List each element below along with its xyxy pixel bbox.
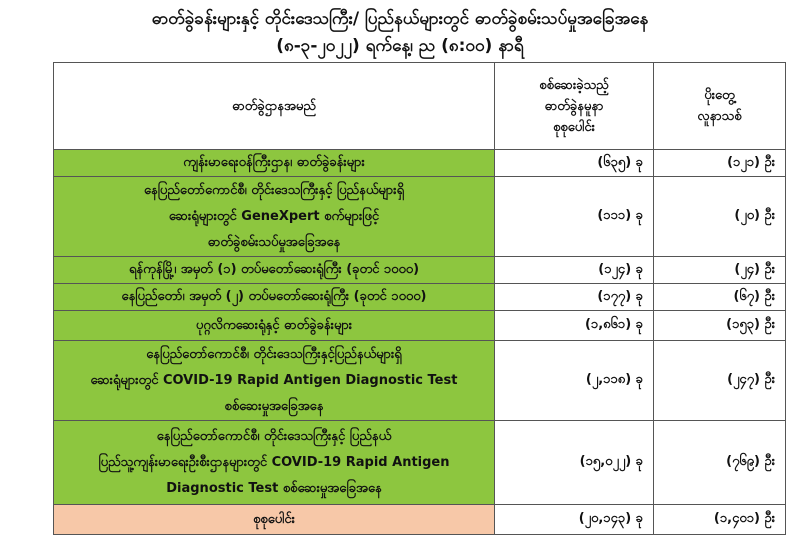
lab-name-line: ဆေးရုံများတွင် GeneXpert စက်များဖြင့် xyxy=(168,208,380,224)
lab-name-cell xyxy=(54,177,495,257)
tests-cell: (၁၁၁) ခု xyxy=(495,177,654,257)
lab-name-line: နေပြည်တော်ကောင်စီ၊ တိုင်းဒေသကြီးနှင့် ပြည်နယ် xyxy=(156,428,392,444)
lab-name-line: ရန်ကုန်မြို့၊ အမှတ် (၁) တပ်မတော်ဆေးရုံကြီး (ခုတင် ၁၀၀၀) xyxy=(128,262,420,277)
header-total-samples-line: စုစုပေါင်း xyxy=(553,119,595,135)
header-total-samples xyxy=(495,63,654,150)
lab-name-line: စစ်ဆေးမှုအခြေအနေ xyxy=(224,398,324,414)
header-total-samples-line: စစ်ဆေးခဲ့သည့် xyxy=(539,77,609,93)
positive-cell: (၇၆၉) ဦး xyxy=(654,421,786,505)
lab-name-line: ပြည်သူ့ကျန်းမာရေးဦးစီးဌာနများတွင် COVID-19 Rapid Antigen xyxy=(98,454,450,470)
lab-name-cell xyxy=(54,341,495,421)
table-row xyxy=(54,341,786,421)
positive-cell: (၆၇) ဦး xyxy=(654,284,786,311)
lab-testing-table xyxy=(53,62,786,535)
lab-name-line: နေပြည်တော်ကောင်စီ၊ တိုင်းဒေသကြီးနှင့် ပြည်နယ်များရှိ xyxy=(143,182,405,198)
positive-cell: (၁၂၁) ဦး xyxy=(654,150,786,177)
lab-name-cell xyxy=(54,311,495,341)
lab-name-line: Diagnostic Test စစ်ဆေးမှုအခြေအနေ xyxy=(166,480,382,496)
positive-cell: (၂၄) ဦး xyxy=(654,257,786,284)
header-lab-name-text: ဓာတ်ခွဲဌာနအမည် xyxy=(232,98,316,114)
header-total-samples-line: ဓာတ်ခွဲနမူနာ xyxy=(544,98,604,114)
table-row xyxy=(54,177,786,257)
tests-cell: (၁၅,၀၂၂) ခု xyxy=(495,421,654,505)
lab-name-line: နေပြည်တော်ကောင်စီ၊ တိုင်းဒေသကြီးနှင့်ပြည်နယ်များရှိ xyxy=(146,346,402,362)
lab-name-cell xyxy=(54,284,495,311)
page-subtitle-datetime: (၈-၃-၂၀၂၂) ရက်နေ့၊ ည (၈:၀၀) နာရီ xyxy=(276,36,524,56)
positive-cell: (၂၄၇) ဦး xyxy=(654,341,786,421)
tests-cell: (၆၃၅) ခု xyxy=(495,150,654,177)
total-label-cell xyxy=(54,505,495,535)
page-title: ဓာတ်ခွဲခန်းများနှင့် တိုင်းဒေသကြီး/ ပြည်နယ်များတွင် ဓာတ်ခွဲစမ်းသပ်မှုအခြေအနေ xyxy=(151,9,649,29)
total-label: စုစုပေါင်း xyxy=(253,511,295,527)
lab-name-line: ဆေးရုံများတွင် COVID-19 Rapid Antigen Diagnostic Test xyxy=(90,372,458,388)
table-row xyxy=(54,284,786,311)
table-row xyxy=(54,150,786,177)
tests-cell: (၁၇၇) ခု xyxy=(495,284,654,311)
table-row xyxy=(54,421,786,505)
positive-cell: (၁၅၃) ဦး xyxy=(654,311,786,341)
lab-name-cell xyxy=(54,150,495,177)
header-new-positive-line: ပိုးတွေ့ xyxy=(704,88,735,103)
table-total-row xyxy=(54,505,786,535)
lab-name-cell xyxy=(54,257,495,284)
total-tests-cell: (၂၀,၁၄၃) ခု xyxy=(495,505,654,535)
header-lab-name xyxy=(54,63,495,150)
lab-name-cell xyxy=(54,421,495,505)
table-row xyxy=(54,257,786,284)
tests-cell: (၂,၁၁၈) ခု xyxy=(495,341,654,421)
header-new-positive xyxy=(654,63,786,150)
lab-name-line: နေပြည်တော်၊ အမှတ် (၂) တပ်မတော်ဆေးရုံကြီး (ခုတင် ၁၀၀၀) xyxy=(121,289,427,304)
table-header-row xyxy=(54,63,786,150)
tests-cell: (၁,၈၆၁) ခု xyxy=(495,311,654,341)
table-row xyxy=(54,311,786,341)
header-new-positive-line: လူနာသစ် xyxy=(697,109,742,124)
lab-name-line: ပုဂ္ဂလိကဆေးရုံနှင့် ဓာတ်ခွဲခန်းများ xyxy=(195,317,353,333)
positive-cell: (၂၀) ဦး xyxy=(654,177,786,257)
lab-name-line: ကျန်းမာရေးဝန်ကြီးဌာန၊ ဓာတ်ခွဲခန်းများ xyxy=(183,155,365,170)
tests-cell: (၁၂၄) ခု xyxy=(495,257,654,284)
lab-name-line: ဓာတ်ခွဲစမ်းသပ်မှုအခြေအနေ xyxy=(207,234,341,250)
total-positive-cell: (၁,၄၀၁) ဦး xyxy=(654,505,786,535)
